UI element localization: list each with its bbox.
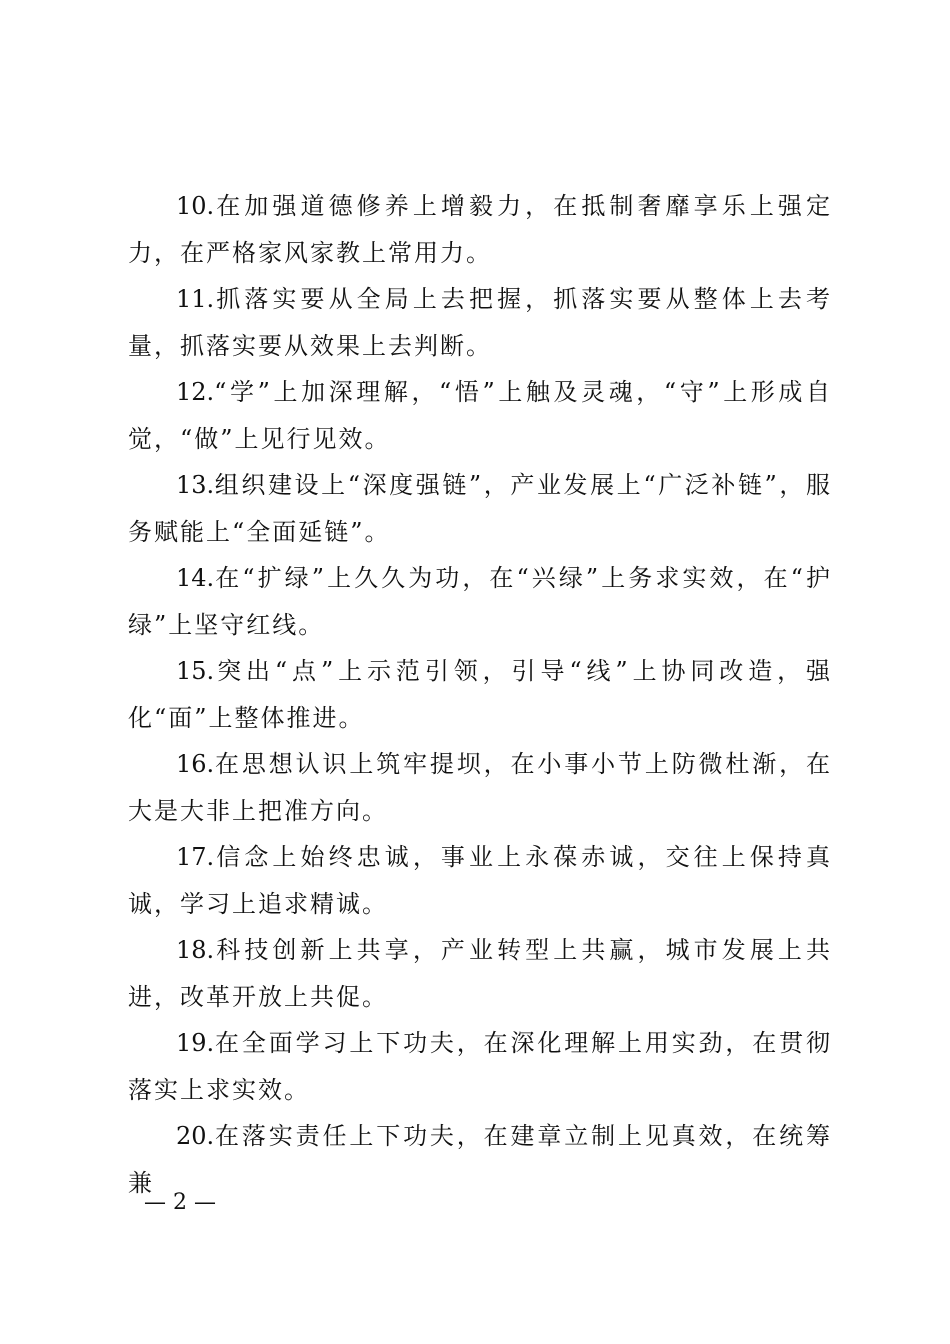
paragraph-number: 10. — [176, 192, 215, 220]
document-body — [128, 183, 832, 1206]
paragraph-11 — [128, 276, 832, 369]
paragraph-number: 20. — [176, 1122, 215, 1150]
paragraph-text: 在落实责任上下功夫，在建章立制上见真效，在统筹兼 — [128, 1122, 832, 1197]
paragraph-16 — [128, 741, 832, 834]
page-number: — 2 — — [144, 1190, 216, 1215]
paragraph-number: 14. — [176, 564, 215, 592]
paragraph-number: 18. — [176, 936, 215, 964]
paragraph-number: 15. — [176, 657, 215, 685]
paragraph-text: “学”上加深理解，“悟”上触及灵魂，“守”上形成自觉，“做”上见行见效。 — [128, 378, 832, 453]
paragraph-number: 12. — [176, 378, 215, 406]
paragraph-number: 17. — [176, 843, 215, 871]
paragraph-number: 16. — [176, 750, 215, 778]
paragraph-text: 在全面学习上下功夫，在深化理解上用实劲，在贯彻落实上求实效。 — [128, 1029, 832, 1104]
paragraph-number: 13. — [176, 471, 215, 499]
paragraph-18 — [128, 927, 832, 1020]
paragraph-text: 信念上始终忠诚，事业上永葆赤诚，交往上保持真诚，学习上追求精诚。 — [128, 843, 832, 918]
paragraph-text: 组织建设上“深度强链”，产业发展上“广泛补链”，服务赋能上“全面延链”。 — [128, 471, 832, 546]
paragraph-15 — [128, 648, 832, 741]
paragraph-20 — [128, 1113, 832, 1206]
paragraph-number: 19. — [176, 1029, 215, 1057]
paragraph-19 — [128, 1020, 832, 1113]
paragraph-number: 11. — [176, 285, 215, 313]
paragraph-12 — [128, 369, 832, 462]
paragraph-10 — [128, 183, 832, 276]
paragraph-text: 在思想认识上筑牢提坝，在小事小节上防微杜渐，在大是大非上把准方向。 — [128, 750, 832, 825]
paragraph-text: 抓落实要从全局上去把握，抓落实要从整体上去考量，抓落实要从效果上去判断。 — [128, 285, 832, 360]
paragraph-text: 突出“点”上示范引领，引导“线”上协同改造，强化“面”上整体推进。 — [128, 657, 832, 732]
paragraph-text: 在加强道德修养上增毅力，在抵制奢靡享乐上强定力，在严格家风家教上常用力。 — [128, 192, 832, 267]
paragraph-text: 在“扩绿”上久久为功，在“兴绿”上务求实效，在“护绿”上坚守红线。 — [128, 564, 832, 639]
paragraph-17 — [128, 834, 832, 927]
paragraph-14 — [128, 555, 832, 648]
paragraph-text: 科技创新上共享，产业转型上共赢，城市发展上共进，改革开放上共促。 — [128, 936, 832, 1011]
paragraph-13 — [128, 462, 832, 555]
